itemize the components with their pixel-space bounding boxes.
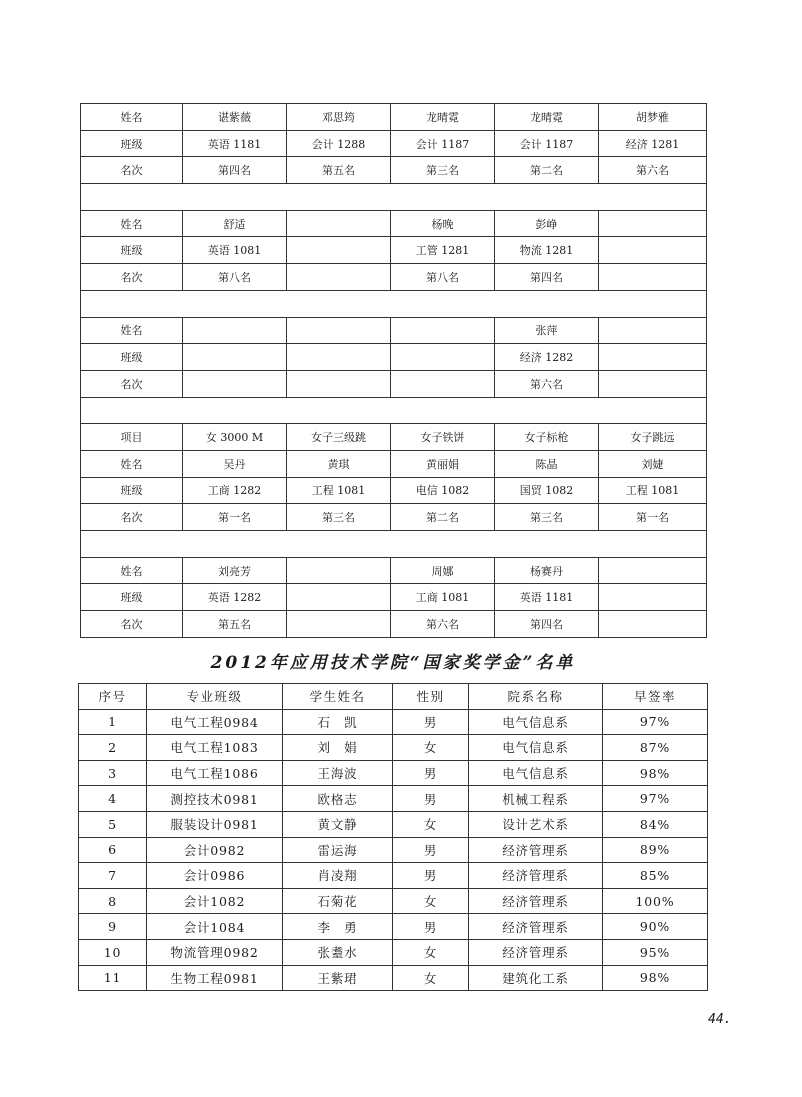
cell-index: 6 [79,837,147,863]
result-cell [183,344,287,371]
header-gender: 性别 [393,684,469,710]
result-cell [287,264,391,291]
table-row [79,735,708,761]
result-cell [599,611,707,638]
row-label: 班级 [81,584,183,611]
result-cell: 工商 1282 [183,477,287,504]
result-cell: 工程 1081 [599,477,707,504]
cell-gender: 男 [393,709,469,735]
cell-class: 生物工程0981 [147,965,283,991]
result-cell: 黄琪 [287,450,391,477]
row-label: 班级 [81,237,183,264]
cell-checkin-rate: 97% [603,709,708,735]
result-cell: 周娜 [391,557,495,584]
cell-department: 电气信息系 [469,735,603,761]
result-cell: 英语 1282 [183,584,287,611]
row-label: 姓名 [81,450,183,477]
cell-index: 10 [79,939,147,965]
result-cell: 刘亮芳 [183,557,287,584]
result-cell: 陈晶 [495,450,599,477]
scholarship-header-row [79,684,708,710]
cell-gender: 女 [393,811,469,837]
result-cell [183,370,287,397]
result-cell: 第二名 [391,504,495,531]
row-label: 名次 [81,264,183,291]
cell-student: 肖凌翔 [283,863,393,889]
cell-department: 经济管理系 [469,914,603,940]
result-cell [287,611,391,638]
result-cell: 女子跳远 [599,424,707,451]
result-cell: 第四名 [495,611,599,638]
result-row [81,210,707,237]
result-cell: 龙晴霓 [391,104,495,131]
cell-department: 机械工程系 [469,786,603,812]
result-cell: 杨赛丹 [495,557,599,584]
separator-row [81,290,707,317]
result-cell: 第六名 [599,157,707,184]
result-cell: 女 3000 M [183,424,287,451]
result-cell [599,317,707,344]
result-row [81,157,707,184]
cell-class: 测控技术0981 [147,786,283,812]
cell-gender: 女 [393,939,469,965]
result-row [81,130,707,157]
result-cell: 第六名 [495,370,599,397]
result-cell [599,344,707,371]
header-department: 院系名称 [469,684,603,710]
result-cell: 第五名 [287,157,391,184]
result-cell [287,370,391,397]
result-cell: 物流 1281 [495,237,599,264]
cell-gender: 男 [393,760,469,786]
cell-class: 会计0986 [147,863,283,889]
cell-department: 经济管理系 [469,888,603,914]
cell-checkin-rate: 95% [603,939,708,965]
cell-class: 电气工程1086 [147,760,283,786]
cell-gender: 男 [393,863,469,889]
result-cell: 第四名 [183,157,287,184]
result-row [81,424,707,451]
cell-checkin-rate: 98% [603,965,708,991]
cell-gender: 男 [393,837,469,863]
result-cell: 英语 1181 [183,130,287,157]
row-label: 姓名 [81,104,183,131]
cell-checkin-rate: 87% [603,735,708,761]
result-row [81,264,707,291]
cell-department: 电气信息系 [469,709,603,735]
result-cell [287,317,391,344]
result-cell: 英语 1081 [183,237,287,264]
cell-class: 服装设计0981 [147,811,283,837]
header-checkin-rate: 早签率 [603,684,708,710]
result-cell: 会计 1187 [495,130,599,157]
result-row [81,104,707,131]
result-cell: 经济 1282 [495,344,599,371]
row-label: 姓名 [81,317,183,344]
separator-row [81,184,707,211]
result-cell [599,370,707,397]
result-row [81,344,707,371]
cell-checkin-rate: 97% [603,786,708,812]
separator-row [81,531,707,558]
result-row [81,370,707,397]
cell-checkin-rate: 100% [603,888,708,914]
result-cell [287,344,391,371]
result-cell [599,557,707,584]
cell-gender: 女 [393,965,469,991]
result-cell: 第三名 [495,504,599,531]
table-row [79,786,708,812]
cell-index: 4 [79,786,147,812]
cell-index: 5 [79,811,147,837]
cell-department: 建筑化工系 [469,965,603,991]
table-row [79,709,708,735]
cell-checkin-rate: 84% [603,811,708,837]
result-cell: 经济 1281 [599,130,707,157]
table-row [79,888,708,914]
cell-class: 会计0982 [147,837,283,863]
result-cell: 会计 1187 [391,130,495,157]
result-cell: 彭峥 [495,210,599,237]
cell-checkin-rate: 85% [603,863,708,889]
result-cell: 第一名 [599,504,707,531]
row-label: 名次 [81,611,183,638]
cell-student: 黄文静 [283,811,393,837]
result-row [81,557,707,584]
result-cell: 黄丽娟 [391,450,495,477]
scholarship-title: 2012年应用技术学院“国家奖学金”名单 [210,653,576,673]
row-label: 名次 [81,504,183,531]
result-cell: 女子铁饼 [391,424,495,451]
sports-results-table [80,103,707,638]
table-row [79,811,708,837]
cell-department: 经济管理系 [469,837,603,863]
result-row [81,477,707,504]
result-cell: 工管 1281 [391,237,495,264]
cell-index: 11 [79,965,147,991]
result-cell [391,317,495,344]
cell-student: 王海波 [283,760,393,786]
result-cell: 女子三级跳 [287,424,391,451]
cell-department: 电气信息系 [469,760,603,786]
result-cell: 刘婕 [599,450,707,477]
result-cell: 女子标枪 [495,424,599,451]
result-cell: 第二名 [495,157,599,184]
row-label: 名次 [81,370,183,397]
result-cell: 第四名 [495,264,599,291]
separator-cell [81,397,707,424]
cell-gender: 女 [393,735,469,761]
cell-index: 1 [79,709,147,735]
cell-index: 7 [79,863,147,889]
cell-gender: 女 [393,888,469,914]
row-label: 姓名 [81,210,183,237]
result-cell: 胡梦雅 [599,104,707,131]
header-index: 序号 [79,684,147,710]
result-row [81,504,707,531]
result-cell [391,344,495,371]
cell-class: 会计1084 [147,914,283,940]
cell-index: 2 [79,735,147,761]
cell-department: 设计艺术系 [469,811,603,837]
cell-class: 物流管理0982 [147,939,283,965]
cell-index: 8 [79,888,147,914]
result-cell: 电信 1082 [391,477,495,504]
page-number: 44. [708,1012,732,1027]
result-cell: 会计 1288 [287,130,391,157]
result-cell: 英语 1181 [495,584,599,611]
cell-student: 石菊花 [283,888,393,914]
result-cell [287,237,391,264]
cell-student: 石 凯 [283,709,393,735]
result-cell: 工程 1081 [287,477,391,504]
cell-department: 经济管理系 [469,863,603,889]
cell-student: 李 勇 [283,914,393,940]
table-row [79,837,708,863]
table-row [79,760,708,786]
result-cell: 邓思筠 [287,104,391,131]
row-label: 班级 [81,130,183,157]
row-label: 项目 [81,424,183,451]
result-row [81,584,707,611]
result-row [81,450,707,477]
result-row [81,611,707,638]
cell-class: 会计1082 [147,888,283,914]
cell-class: 电气工程1083 [147,735,283,761]
cell-index: 3 [79,760,147,786]
row-label: 班级 [81,477,183,504]
separator-cell [81,290,707,317]
cell-gender: 男 [393,914,469,940]
result-cell: 第三名 [391,157,495,184]
separator-cell [81,184,707,211]
cell-checkin-rate: 98% [603,760,708,786]
result-cell: 谌紫薇 [183,104,287,131]
cell-student: 欧格志 [283,786,393,812]
result-cell [183,317,287,344]
result-cell: 杨晚 [391,210,495,237]
result-cell: 第八名 [183,264,287,291]
separator-row [81,397,707,424]
result-cell: 第八名 [391,264,495,291]
row-label: 姓名 [81,557,183,584]
header-student: 学生姓名 [283,684,393,710]
result-cell [391,370,495,397]
cell-department: 经济管理系 [469,939,603,965]
result-cell: 工商 1081 [391,584,495,611]
result-cell [287,210,391,237]
cell-student: 张耋水 [283,939,393,965]
result-cell [287,584,391,611]
row-label: 名次 [81,157,183,184]
separator-cell [81,531,707,558]
result-cell: 龙晴霓 [495,104,599,131]
result-row [81,317,707,344]
result-cell: 第一名 [183,504,287,531]
result-cell [599,237,707,264]
cell-student: 刘 娟 [283,735,393,761]
cell-student: 王紫珺 [283,965,393,991]
scholarship-table [78,683,708,991]
result-cell: 国贸 1082 [495,477,599,504]
cell-student: 雷运海 [283,837,393,863]
result-cell [599,264,707,291]
result-cell: 吴丹 [183,450,287,477]
table-row [79,939,708,965]
table-row [79,965,708,991]
header-class: 专业班级 [147,684,283,710]
table-row [79,863,708,889]
cell-gender: 男 [393,786,469,812]
cell-checkin-rate: 89% [603,837,708,863]
result-cell: 第三名 [287,504,391,531]
result-cell: 张萍 [495,317,599,344]
cell-class: 电气工程0984 [147,709,283,735]
result-cell [599,584,707,611]
row-label: 班级 [81,344,183,371]
result-row [81,237,707,264]
result-cell [287,557,391,584]
result-cell: 第五名 [183,611,287,638]
cell-index: 9 [79,914,147,940]
result-cell [599,210,707,237]
result-cell: 第六名 [391,611,495,638]
table-row [79,914,708,940]
result-cell: 舒适 [183,210,287,237]
cell-checkin-rate: 90% [603,914,708,940]
